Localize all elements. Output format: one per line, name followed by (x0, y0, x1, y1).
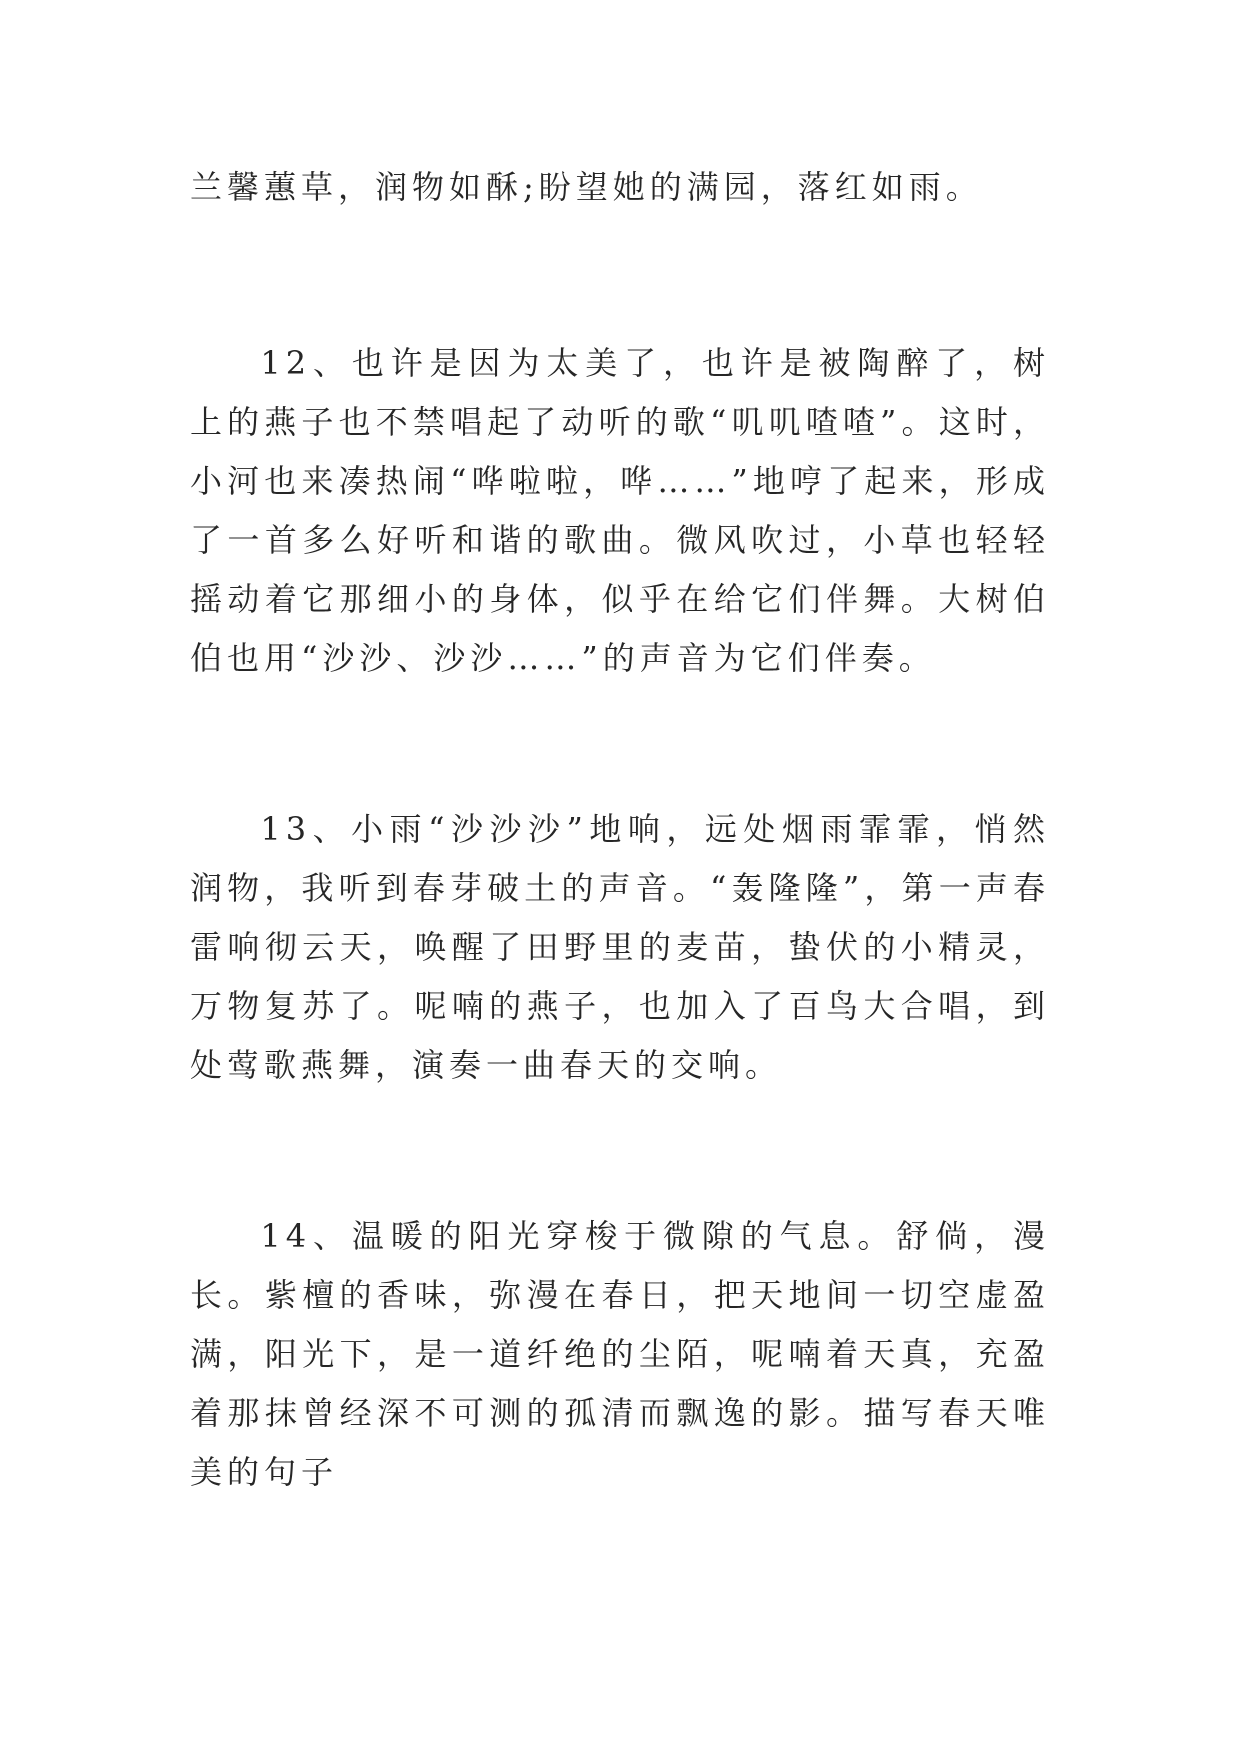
paragraph-text: 兰馨蕙草，润物如酥;盼望她的满园，落红如雨。 (190, 168, 983, 206)
paragraph-text: 14、温暖的阳光穿梭于微隙的气息。舒倘，漫长。紫檀的香味，弥漫在春日，把天地间一切空虚盈满，阳光下，是一道纤绝的尘陌，呢喃着天真，充盈着那抹曾经深不可测的孤清而飘逸的影。描写春天唯美的句子 (190, 1217, 1050, 1491)
paragraph-12 (190, 334, 1050, 688)
paragraph-text: 13、小雨“沙沙沙”地响，远处烟雨霏霏，悄然润物，我听到春芽破土的声音。“轰隆隆”，第一声春雷响彻云天，唤醒了田野里的麦苗，蛰伏的小精灵，万物复苏了。呢喃的燕子，也加入了百鸟大合唱，到处莺歌燕舞，演奏一曲春天的交响。 (190, 810, 1050, 1084)
paragraph-text: 12、也许是因为太美了，也许是被陶醉了，树上的燕子也不禁唱起了动听的歌“叽叽喳喳”。这时，小河也来凑热闹“哗啦啦，哗……”地哼了起来，形成了一首多么好听和谐的歌曲。微风吹过，小草也轻轻摇动着它那细小的身体，似乎在给它们伴舞。大树伯伯也用“沙沙、沙沙……”的声音为它们伴奏。 (190, 344, 1050, 677)
paragraph-13 (190, 800, 1050, 1095)
paragraph-14 (190, 1207, 1050, 1502)
paragraph-continuation (190, 158, 1050, 217)
